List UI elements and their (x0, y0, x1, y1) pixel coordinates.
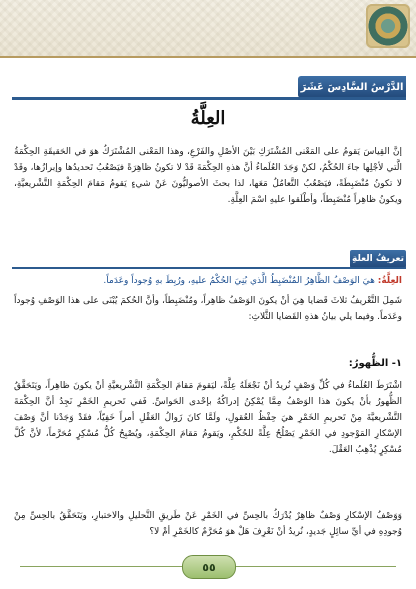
definition-text: هيَ الوَصْفُ الظَّاهِرُ المُنْضَبِطُ الَّذي بُنِيَ الحُكْمُ عليهِ، ورُبِطَ بهِ وُجوداً وعَدَماً. (103, 276, 375, 286)
definition-explanation: شَمِلَ التَّعْريفُ ثلاثَ قَضايا هِيَ أنْ يكونَ الوَصْفُ ظاهِراً، ومُنْضَبِطاً، وأنَّ الحُكمَ يُبْنَى على هذا الوَصْفِ وُجوداً وعَدَماً. وفيما يلي بيانُ هذهِ القَضايا الثَّلاثِ: (14, 296, 402, 322)
section-heading-appearance: ١- الظُّهورُ: (348, 358, 402, 369)
page-title: العِلَّةُ (190, 108, 226, 129)
lesson-title-underline (12, 97, 406, 100)
lesson-title: الدَّرْسُ السَّادِسَ عَشَرَ (298, 76, 406, 98)
definition-heading: تعريفُ العلةِ (350, 250, 406, 268)
top-banner (0, 0, 416, 56)
section-one-paragraph-2: وَوَصْفُ الإسْكارِ وَصْفٌ ظاهِرٌ يُدْرَكُ بالحِسِّ في الخَمْرِ عَنْ طَريقِ التَّحليلِ والاختبارِ، ويَتَحَقَّقُ بالحِسِّ مِنْ وُجودِهِ في أيِّ سائِلٍ جَديدٍ، نُريدُ أنْ نَعْرِفَ هَلْ هوَ مُحَرَّمٌ كالخَمْرِ أمْ لا؟ (14, 511, 402, 537)
intro-paragraph: إنَّ القِياسَ يَقومُ على المَعْنى المُشْتَرَكِ بَيْنَ الأصْلِ والفَرْعِ، وهذا المَعْنى المُشْتَرَكُ هوَ في الحَقيقَةِ الحِكْمَةُ الَّتي لأجْلِها جاءَ الحُكْمُ، لكنْ وَجَدَ العُلَماءُ أنَّ هذهِ الحِكْمَةَ قَدْ لا تكونُ ظاهِرَةً فيَصْعُبُ تَحديدُها وإبرازُها، وقَدْ لا تكونُ مُنْضَبِطَةً، فيَصْعُبُ التَّعامُلُ مَعَها، لذا بحثَ الأصوليُّونَ عَنْ شيءٍ يَقومُ مَقامَ الحِكْمَةِ التَّشْريعيَّةِ، ويكونُ ظاهِراً مُنْضَبِطاً، وأطْلَقوا عليهِ اسْمَ العِلَّةِ. (14, 147, 402, 205)
section-one-paragraph: اشْتَرَطَ العُلَماءُ في كُلِّ وَصْفٍ نُريدُ أنْ نَجْعَلَهُ عِلَّةً، ليَقومَ مَقامَ الحِكْمَةِ التَّشْريعيَّةِ أنْ يكونَ ظاهِراً، ويَتَحَقَّقُ الظُّهورُ بأنْ يكونَ هذا الوَصْفُ مِمَّا يُمْكِنُ إدراكُهُ بإحْدى الحَواسِّ. فَفي تَحريمِ الخَمْرِ نَجِدُ أنَّ الحِكْمَةَ التَّشْريعيَّةَ مِنْ تَحريمِ الخَمْرِ هيَ حِفْظُ العُقولِ، ولَمَّا كانَ زَوالُ العَقْلِ أمراً خَفِيّاً، فقَدْ وَجَدْنا أنَّ وَصْفَ الإسْكارِ المَوْجودِ في الخَمْرِ يَصْلُحُ عِلَّةً للحُكْمِ، ويَقومُ مَقامَ الحِكْمَةِ، ويُصْبِحُ كُلُّ مُسْكِرٍ مُحَرَّماً، لأنَّ كُلَّ مُسْكِرٍ يُذْهِبُ العَقْلَ. (14, 381, 402, 455)
banner-divider (0, 56, 416, 58)
ornament-icon (366, 4, 410, 48)
definition-label: العِلَّةُ: (377, 276, 402, 286)
definition-block (14, 273, 402, 289)
page-number: ٥٥ (182, 555, 236, 579)
definition-heading-underline (12, 267, 406, 269)
